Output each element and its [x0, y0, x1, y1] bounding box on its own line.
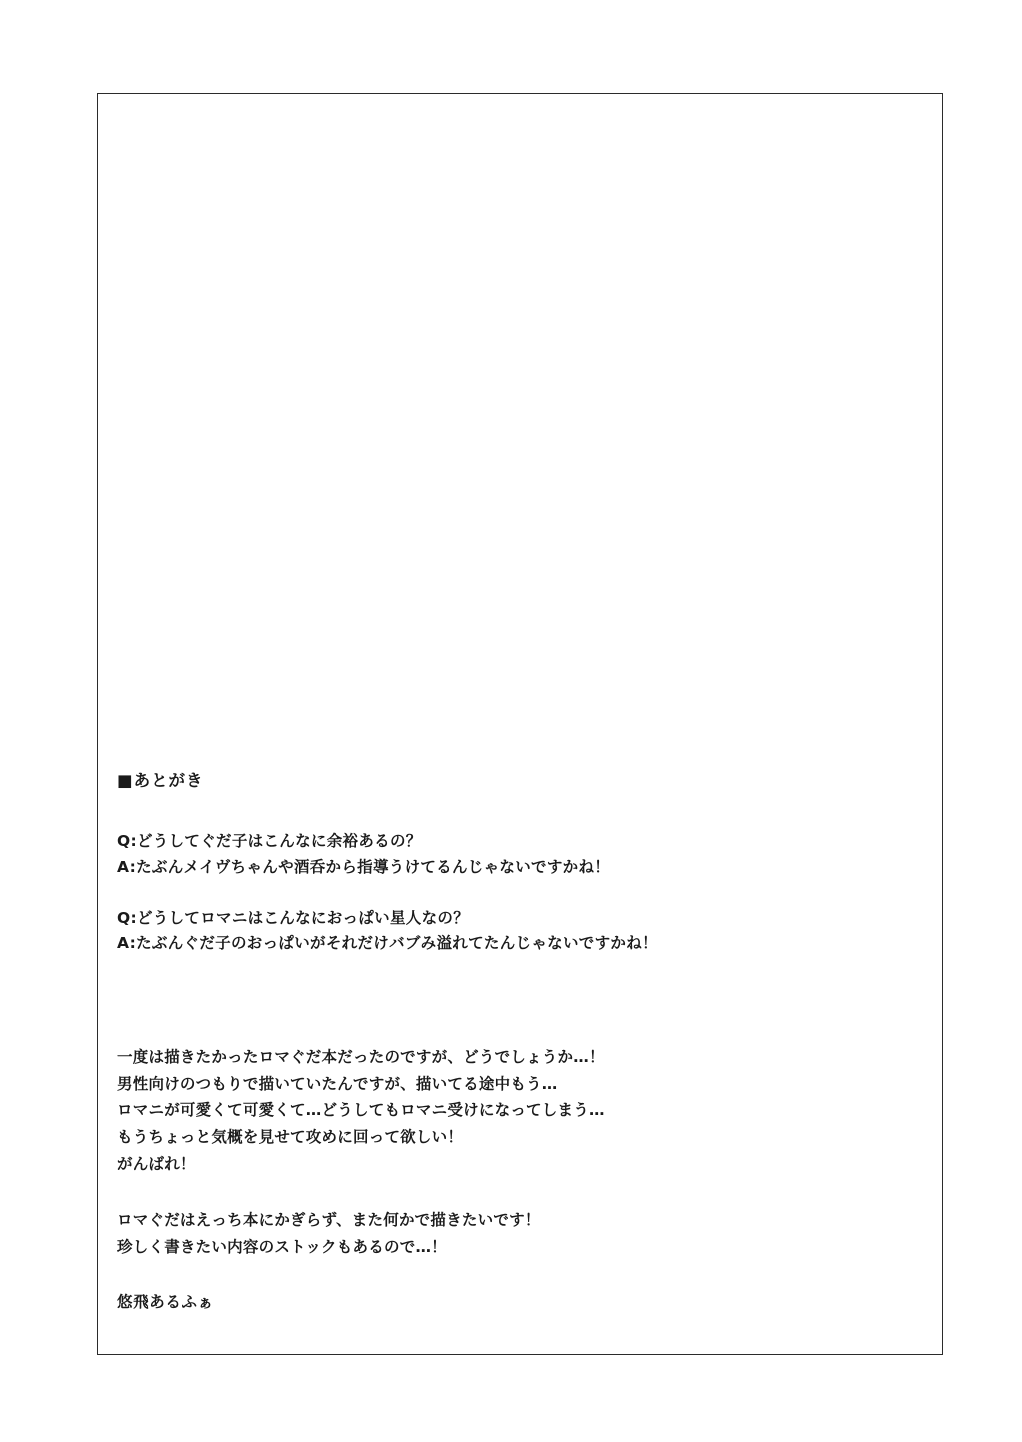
- section-spacer: [117, 982, 917, 1044]
- paragraph-line: 珍しく書きたい内容のストックもあるので…！: [117, 1237, 447, 1256]
- paragraph-line: 男性向けのつもりで描いていたんですが、描いてる途中もう…: [117, 1074, 558, 1093]
- paragraph-line: がんばれ！: [117, 1154, 196, 1173]
- afterword-paragraph: [117, 1207, 917, 1260]
- qa-answer: A:たぶんぐだ子のおっぱいがそれだけバブみ溢れてたんじゃないですかね！: [117, 933, 658, 952]
- paragraph-line: ロマぐだはえっち本にかぎらず、また何かで描きたいです！: [117, 1211, 541, 1230]
- qa-question: Q:どうしてロマニはこんなにおっぱい星人なの？: [117, 908, 470, 927]
- qa-item: [117, 829, 917, 879]
- qa-question: Q:どうしてぐだ子はこんなに余裕あるの？: [117, 832, 422, 851]
- afterword-paragraph: [117, 1044, 917, 1177]
- paragraph-line: もうちょっと気概を見せて攻めに回って欲しい！: [117, 1127, 464, 1146]
- paragraph-line: 一度は描きたかったロマぐだ本だったのですが、どうでしょうか…！: [117, 1047, 605, 1066]
- paragraph-line: ロマニが可愛くて可愛くて…どうしてもロマニ受けになってしまう…: [117, 1101, 605, 1120]
- qa-answer: A:たぶんメイヴちゃんや酒呑から指導うけてるんじゃないですかね！: [117, 857, 611, 876]
- afterword-section: [117, 770, 917, 1312]
- afterword-heading: ■あとがき: [117, 771, 204, 790]
- author-signature: 悠飛あるふぁ: [117, 1293, 214, 1312]
- qa-item: [117, 906, 917, 956]
